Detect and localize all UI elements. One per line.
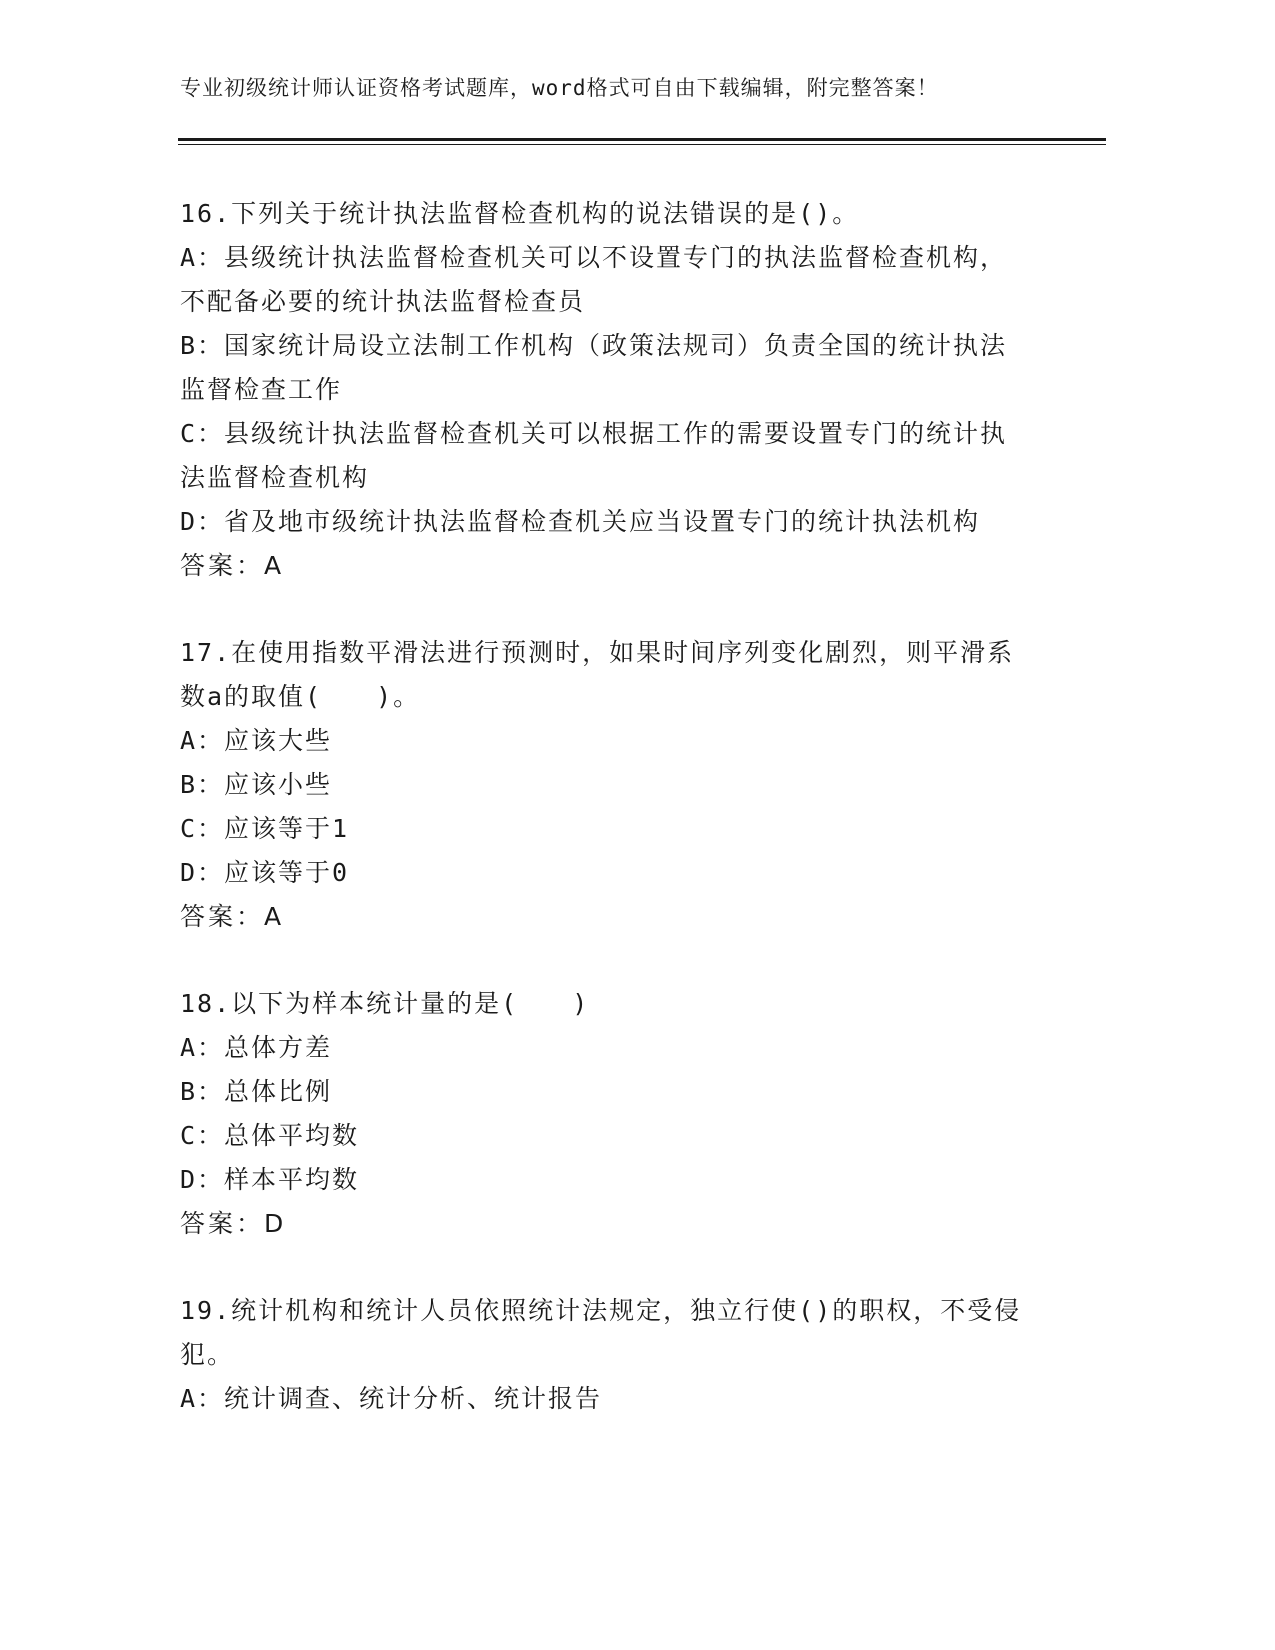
answer-label: 答案：D [180, 1209, 287, 1238]
option-a: A：总体方差 [180, 1033, 333, 1062]
question-16 [180, 192, 1030, 588]
option-c: C：总体平均数 [180, 1121, 360, 1150]
option-c: C：应该等于1 [180, 814, 350, 843]
option-a: A：应该大些 [180, 726, 333, 755]
question-19 [180, 1289, 1030, 1421]
question-list [180, 192, 1030, 1464]
answer-label: 答案：A [180, 902, 285, 931]
option-d: D：应该等于0 [180, 858, 350, 887]
question-text: 16.下列关于统计执法监督检查机构的说法错误的是()。 [180, 199, 860, 228]
option-b: B：总体比例 [180, 1077, 333, 1106]
question-18 [180, 982, 1030, 1246]
header-divider-thick [178, 138, 1106, 141]
question-text: 19.统计机构和统计人员依照统计法规定，独立行使()的职权，不受侵犯。 [180, 1296, 1022, 1369]
option-b: B：国家统计局设立法制工作机构（政策法规司）负责全国的统计执法监督检查工作 [180, 331, 1008, 404]
question-text: 18.以下为样本统计量的是( ) [180, 989, 590, 1018]
page-header-title: 专业初级统计师认证资格考试题库，word格式可自由下载编辑，附完整答案！ [180, 76, 939, 100]
option-c: C：县级统计执法监督检查机关可以根据工作的需要设置专门的统计执法监督检查机构 [180, 419, 1008, 492]
answer-label: 答案：A [180, 551, 285, 580]
option-a: A：统计调查、统计分析、统计报告 [180, 1384, 603, 1413]
option-b: B：应该小些 [180, 770, 333, 799]
header-divider-thin [178, 144, 1106, 145]
option-a: A：县级统计执法监督检查机关可以不设置专门的执法监督检查机构，不配备必要的统计执法监督检查员 [180, 243, 1008, 316]
question-17 [180, 631, 1030, 939]
option-d: D：样本平均数 [180, 1165, 360, 1194]
question-text: 17.在使用指数平滑法进行预测时，如果时间序列变化剧烈，则平滑系数a的取值( )。 [180, 638, 1015, 711]
option-d: D：省及地市级统计执法监督检查机关应当设置专门的统计执法机构 [180, 507, 981, 536]
